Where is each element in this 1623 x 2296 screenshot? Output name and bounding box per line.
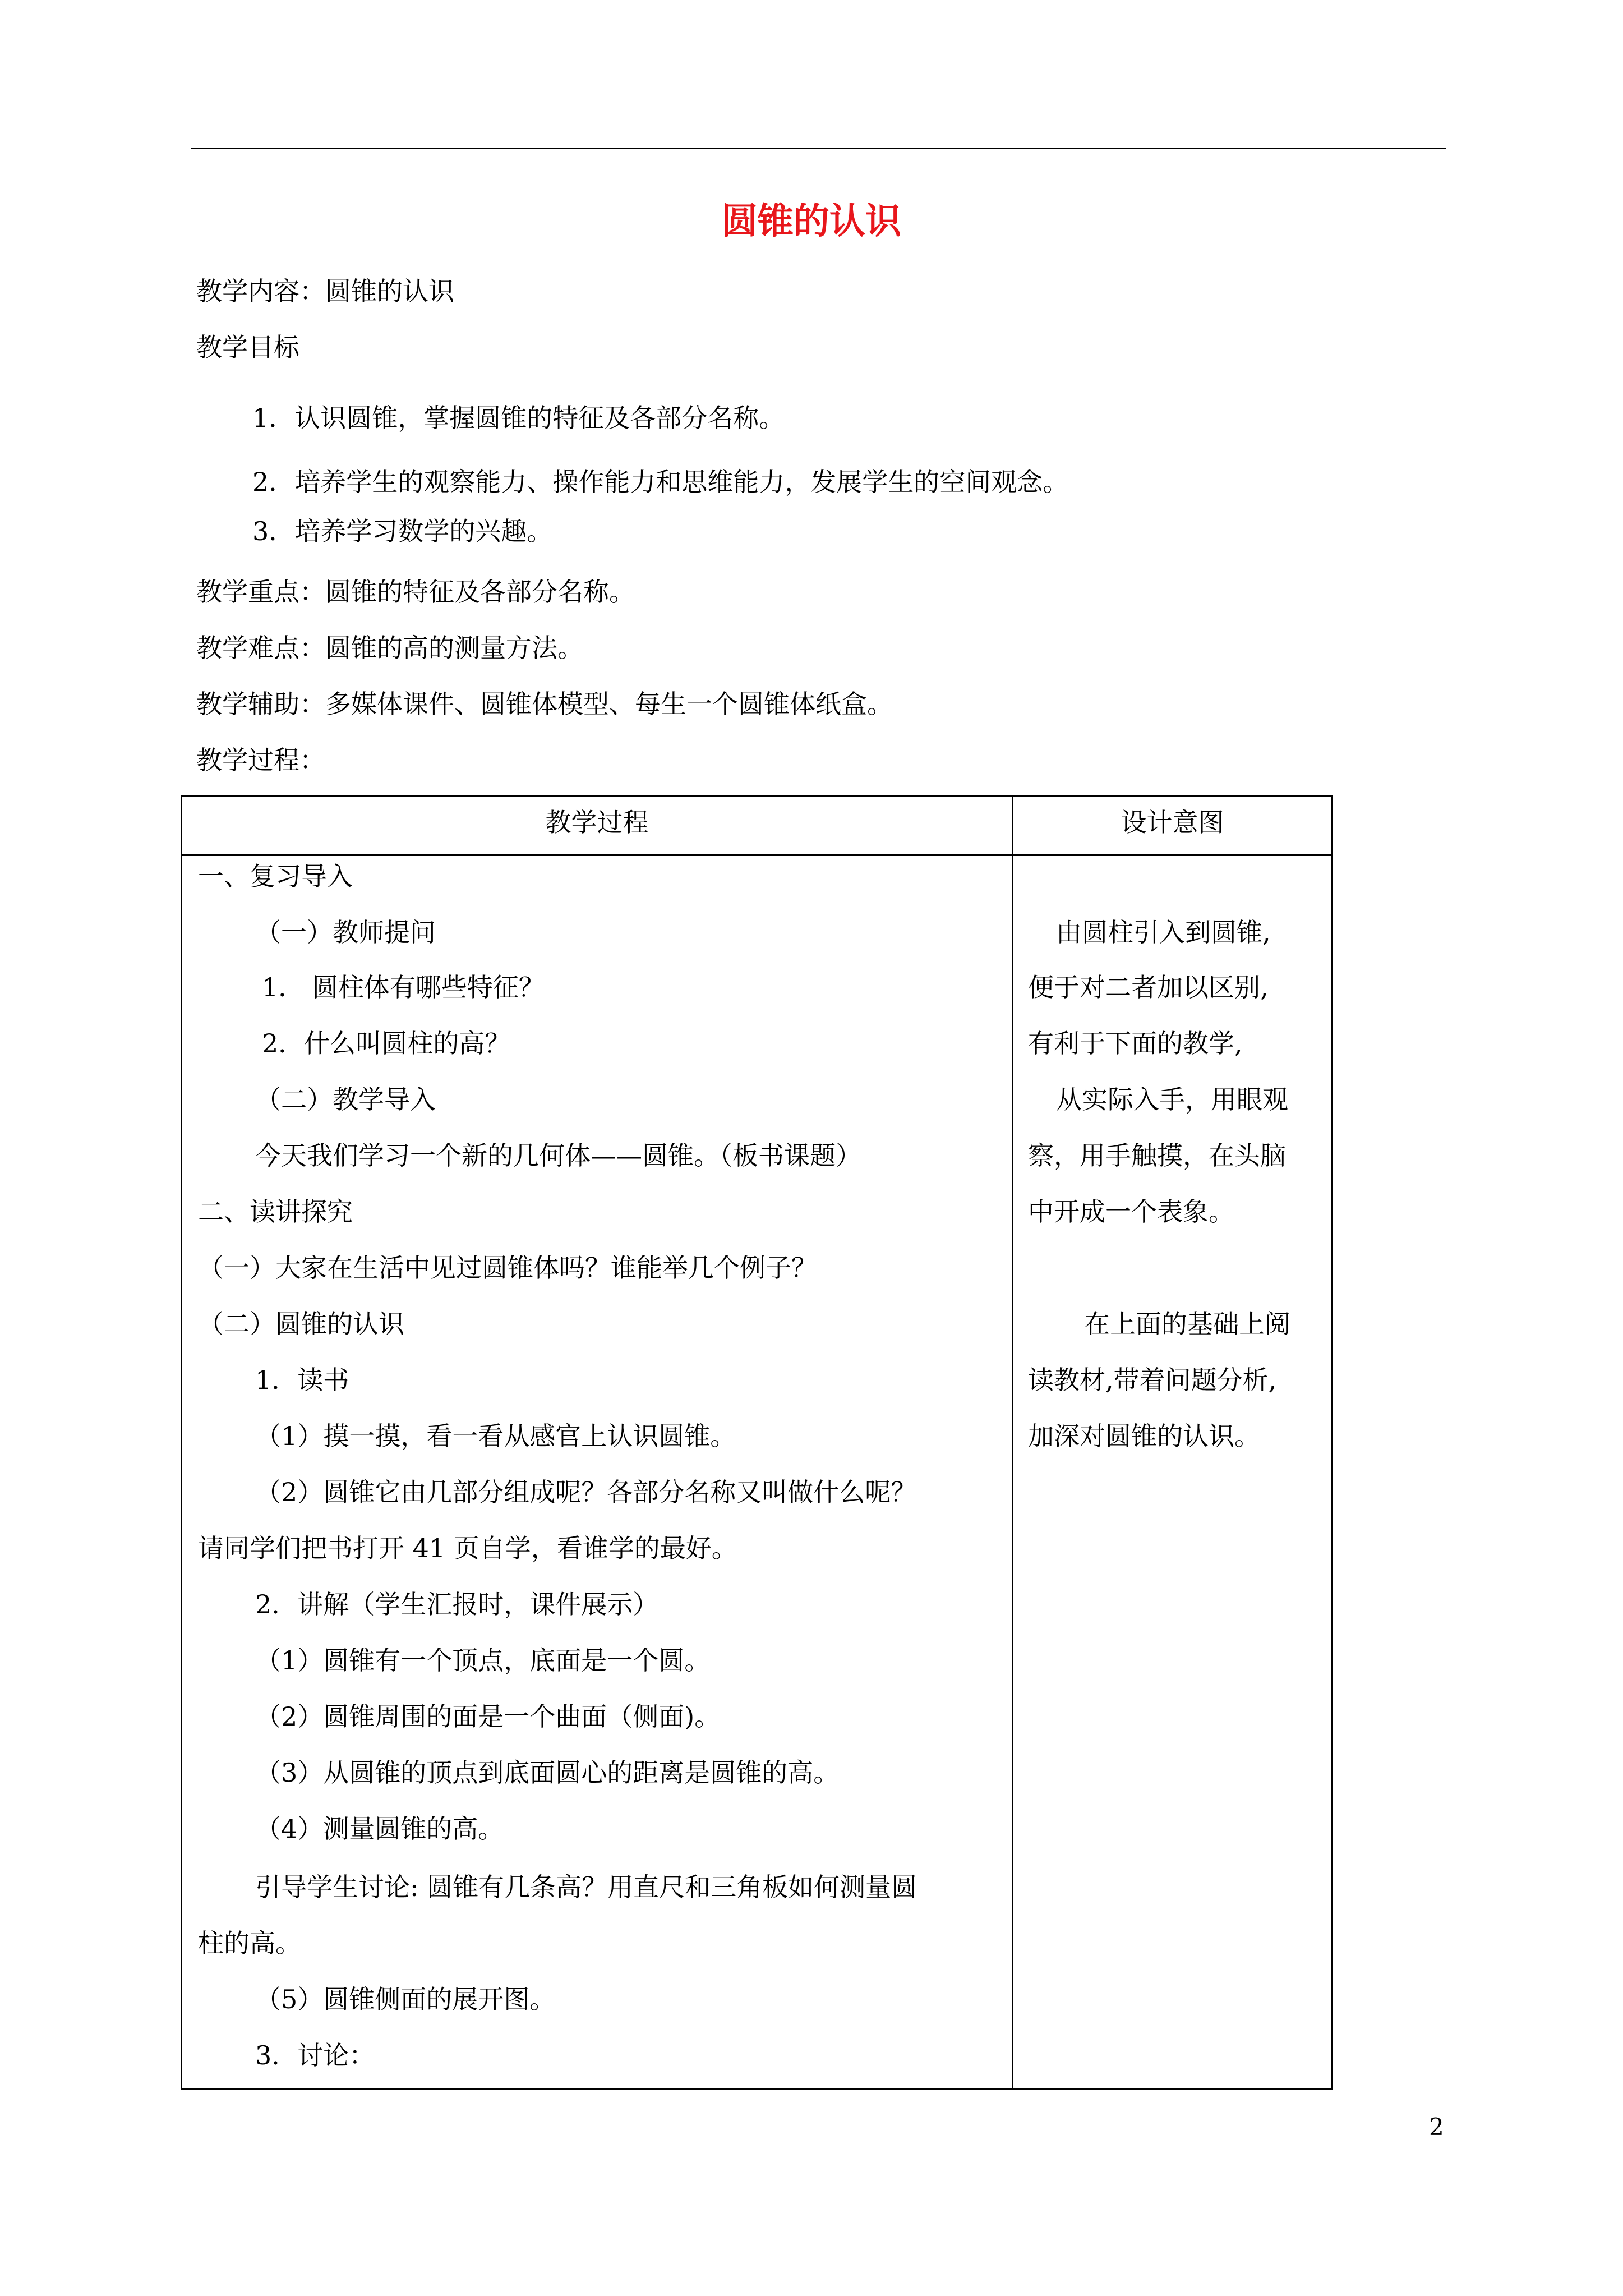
header-divider — [182, 854, 1331, 856]
column-divider — [1012, 797, 1013, 2088]
process-line: （4）测量圆锥的高。 — [255, 1814, 504, 1844]
intent-line: 有利于下面的教学, — [1028, 1028, 1243, 1059]
process-line: 1． 圆柱体有哪些特征？ — [262, 972, 545, 1002]
process-line: （1）圆锥有一个顶点，底面是一个圆。 — [255, 1645, 711, 1676]
objective-1: 1．认识圆锥，掌握圆锥的特征及各部分名称。 — [252, 403, 785, 433]
process-line: （3）从圆锥的顶点到底面圆心的距离是圆锥的高。 — [255, 1757, 840, 1788]
process-line: 柱的高。 — [198, 1928, 301, 1958]
intent-line: 从实际入手，用眼观 — [1056, 1084, 1288, 1115]
process-line: 二、读讲探究 — [198, 1197, 353, 1227]
process-line: （5）圆锥侧面的展开图。 — [255, 1984, 556, 2014]
process-line: 一、复习导入 — [198, 861, 353, 891]
intent-line: 中开成一个表象。 — [1028, 1197, 1234, 1227]
process-line: 2．什么叫圆柱的高？ — [262, 1028, 511, 1059]
intent-line: 察，用手触摸，在头脑 — [1028, 1140, 1286, 1171]
intent-line: 便于对二者加以区别, — [1028, 972, 1269, 1002]
header-rule — [191, 148, 1446, 149]
page-title: 圆锥的认识 — [722, 200, 901, 242]
header-intent: 设计意图 — [1121, 807, 1224, 838]
process-line: （二）圆锥的认识 — [198, 1309, 404, 1339]
process-line: （一）大家在生活中见过圆锥体吗？谁能举几个例子？ — [198, 1253, 817, 1283]
process-line: （2）圆锥它由几部分组成呢？各部分名称又叫做什么呢？ — [255, 1477, 917, 1507]
intent-line: 由圆柱引入到圆锥, — [1056, 917, 1271, 947]
intent-line: 加深对圆锥的认识。 — [1028, 1421, 1260, 1451]
header-process: 教学过程 — [545, 807, 649, 838]
process-line: （2）圆锥周围的面是一个曲面（侧面)。 — [255, 1701, 721, 1732]
intent-line: 在上面的基础上阅 — [1084, 1309, 1290, 1339]
intro-aids: 教学辅助：多媒体课件、圆锥体模型、每生一个圆锥体纸盒。 — [196, 689, 893, 719]
process-line: 1．读书 — [255, 1365, 349, 1395]
process-line: 引导学生讨论: 圆锥有几条高？用直尺和三角板如何测量圆 — [255, 1872, 917, 1902]
intro-difficulty: 教学难点：圆锥的高的测量方法。 — [196, 633, 583, 663]
process-line: （一）教师提问 — [255, 917, 436, 947]
objective-3: 3．培养学习数学的兴趣。 — [252, 516, 553, 546]
process-line: 今天我们学习一个新的几何体——圆锥。（板书课题） — [255, 1140, 861, 1171]
intro-process-heading: 教学过程： — [196, 745, 325, 775]
objective-2: 2．培养学生的观察能力、操作能力和思维能力，发展学生的空间观念。 — [252, 467, 1069, 497]
page-number: 2 — [1429, 2113, 1444, 2141]
process-line: 3．讨论： — [255, 2040, 375, 2070]
process-line: （二）教学导入 — [255, 1084, 436, 1115]
intro-objectives-heading: 教学目标 — [196, 332, 299, 362]
process-line: （1）摸一摸，看一看从感官上认识圆锥。 — [255, 1421, 736, 1451]
intro-key-point: 教学重点：圆锥的特征及各部分名称。 — [196, 577, 635, 607]
lesson-table — [181, 795, 1333, 2090]
process-line: 2．讲解（学生汇报时，课件展示） — [255, 1589, 659, 1619]
intent-line: 读教材,带着问题分析, — [1028, 1365, 1277, 1395]
intro-content: 教学内容：圆锥的认识 — [196, 276, 454, 306]
process-line: 请同学们把书打开 41 页自学，看谁学的最好。 — [198, 1533, 737, 1563]
